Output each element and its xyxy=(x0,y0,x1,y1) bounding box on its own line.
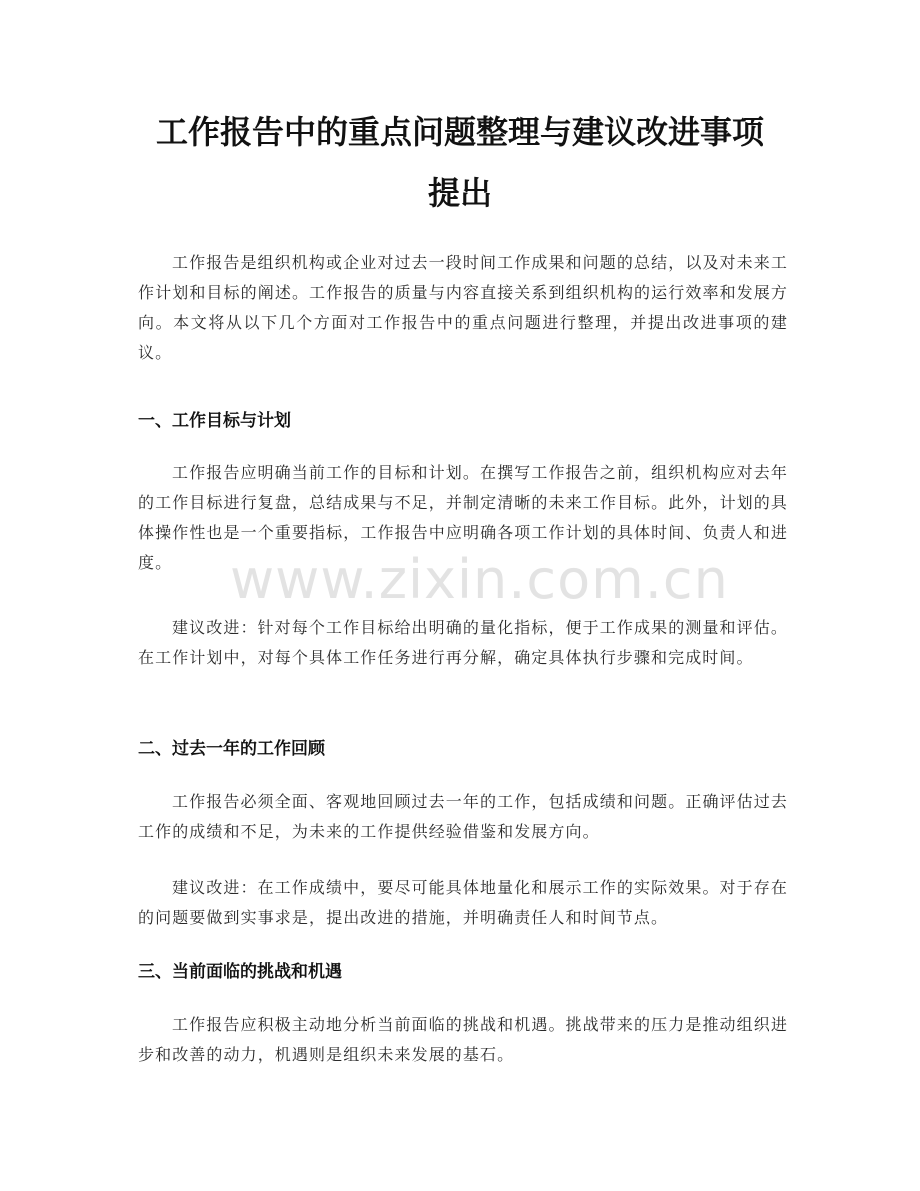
watermark-text: www.zixin.com.cn xyxy=(230,548,729,611)
section-heading-challenges: 三、当前面临的挑战和机遇 xyxy=(138,962,342,982)
section-review-suggestion: 建议改进：在工作成绩中，要尽可能具体地量化和展示工作的实际效果。对于存在的问题要做到实事求是，提出改进的措施，并明确责任人和时间节点。 xyxy=(138,878,788,927)
section-heading-goals: 一、工作目标与计划 xyxy=(138,411,291,431)
intro-paragraph: 工作报告是组织机构或企业对过去一段时间工作成果和问题的总结，以及对未来工作计划和目标的阐述。工作报告的质量与内容直接关系到组织机构的运行效率和发展方向。本文将从以下几个方面对工作报告中的重点问题进行整理，并提出改进事项的建议。 xyxy=(138,253,788,362)
section-goals-paragraph-1: 工作报告应明确当前工作的目标和计划。在撰写工作报告之前，组织机构应对去年的工作目标进行复盘，总结成果与不足，并制定清晰的未来工作目标。此外，计划的具体操作性也是一个重要指标，工作报告中应明确各项工作计划的具体时间、负责人和进度。 xyxy=(138,463,788,572)
section-challenges-paragraph-1: 工作报告应积极主动地分析当前面临的挑战和机遇。挑战带来的压力是推动组织进步和改善的动力，机遇则是组织未来发展的基石。 xyxy=(138,1015,788,1064)
section-review-paragraph-1: 工作报告必须全面、客观地回顾过去一年的工作，包括成绩和问题。正确评估过去工作的成绩和不足，为未来的工作提供经验借鉴和发展方向。 xyxy=(138,792,788,841)
section-heading-review: 二、过去一年的工作回顾 xyxy=(138,739,325,759)
page-title-line-2: 提出 xyxy=(427,174,492,212)
page-title-line-1: 工作报告中的重点问题整理与建议改进事项 xyxy=(155,113,764,151)
section-goals-suggestion: 建议改进：针对每个工作目标给出明确的量化指标，便于工作成果的测量和评估。在工作计划中，对每个具体工作任务进行再分解，确定具体执行步骤和完成时间。 xyxy=(138,618,788,667)
